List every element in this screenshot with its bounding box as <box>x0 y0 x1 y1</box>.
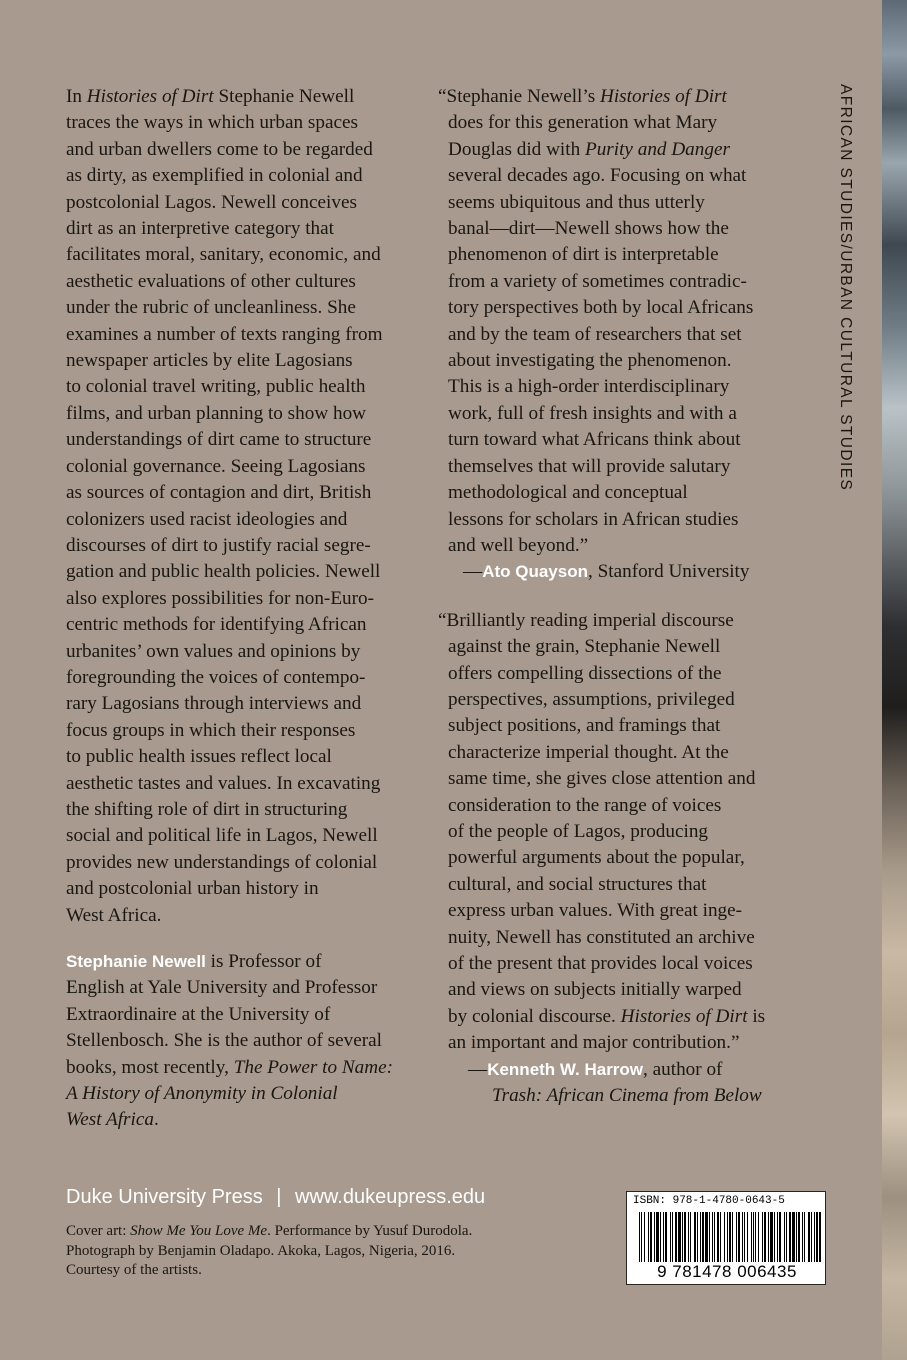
blurb-line: powerful arguments about the popular, <box>448 847 745 869</box>
spine-label: AFRICAN STUDIES/URBAN CULTURAL STUDIES <box>837 84 854 492</box>
barcode-bar <box>660 1212 661 1262</box>
blurb-line: turn toward what Africans think about <box>448 429 741 451</box>
barcode-bar <box>814 1212 815 1262</box>
barcode-bar <box>758 1212 759 1262</box>
blurb-line: an important and major contribution.” <box>448 1032 740 1054</box>
description-line: and postcolonial urban history in <box>66 878 319 900</box>
blurb-line: by colonial discourse. Histories of Dirt is <box>448 1005 766 1027</box>
blurb-line: from a variety of sometimes contradic- <box>448 270 747 292</box>
barcode-bar <box>700 1212 701 1262</box>
blurb-line: nuity, Newell has constituted an archive <box>448 926 755 948</box>
description-line: West Africa. <box>66 904 162 926</box>
barcode-bar <box>736 1212 737 1262</box>
author-bio <box>66 949 426 1134</box>
blurb-line: several decades ago. Focusing on what <box>448 165 747 187</box>
bio-line: Stellenbosch. She is the author of several <box>66 1030 382 1052</box>
blurb-line: tory perspectives both by local Africans <box>448 297 754 319</box>
blurb-quayson <box>438 84 813 559</box>
description-line: under the rubric of uncleanliness. She <box>66 297 356 319</box>
spine-photo-strip <box>882 0 907 1360</box>
blurb-line: seems ubiquitous and thus utterly <box>448 191 705 213</box>
book-description <box>66 84 426 929</box>
barcode-bar <box>729 1212 731 1262</box>
barcode-bar <box>798 1212 800 1262</box>
barcode-bar <box>688 1212 689 1262</box>
barcode-bar <box>784 1212 785 1262</box>
blurb-line: about investigating the phenomenon. <box>448 350 732 372</box>
description-line: to colonial travel writing, public health <box>66 376 366 398</box>
description-line: as sources of contagion and dirt, British <box>66 482 372 504</box>
description-line: rary Lagosians through interviews and <box>66 693 362 715</box>
barcode-bar <box>724 1212 725 1262</box>
blurb-attribution-harrow: —Kenneth W. Harrow, author of <box>468 1058 723 1080</box>
blurb-line: phenomenon of dirt is interpretable <box>448 244 719 266</box>
description-line: the shifting role of dirt in structuring <box>66 798 348 820</box>
blurb-line: cultural, and social structures that <box>448 873 707 895</box>
barcode-bar <box>774 1212 775 1262</box>
bio-line: English at Yale University and Professor <box>66 977 378 999</box>
barcode-bar <box>678 1212 681 1262</box>
description-line: In Histories of Dirt Stephanie Newell <box>66 86 355 107</box>
description-line: traces the ways in which urban spaces <box>66 112 358 134</box>
barcode-bar <box>697 1212 698 1262</box>
blurb-line: “Brilliantly reading imperial discourse <box>438 609 734 631</box>
blurb-line: This is a high-order interdisciplinary <box>448 376 730 398</box>
barcode-bar <box>804 1212 805 1262</box>
description-line: to public health issues reflect local <box>66 746 332 768</box>
description-line: and urban dwellers come to be regarded <box>66 138 373 160</box>
blurb-line: of the present that provides local voices <box>448 953 753 974</box>
description-line: urbanites’ own values and opinions by <box>66 640 361 662</box>
description-line: social and political life in Lagos, Newell <box>66 825 378 847</box>
blurb-line: and views on subjects initially warped <box>448 979 742 1001</box>
barcode-bars <box>639 1212 821 1262</box>
description-line: centric methods for identifying African <box>66 614 367 636</box>
blurb-line: work, full of fresh insights and with a <box>448 402 737 424</box>
publisher-name: Duke University Press <box>66 1186 263 1208</box>
description-line: also explores possibilities for non-Euro- <box>66 587 375 609</box>
description-line: colonial governance. Seeing Lagosians <box>66 455 366 477</box>
publisher-line <box>66 1186 485 1209</box>
barcode-bar <box>727 1212 728 1262</box>
blurb-line: against the grain, Stephanie Newell <box>448 636 721 658</box>
barcode-bar <box>639 1212 640 1262</box>
barcode-bar <box>732 1212 733 1262</box>
barcode-bar <box>808 1212 810 1262</box>
barcode-bar <box>663 1212 664 1262</box>
barcode-bar <box>777 1212 778 1262</box>
barcode-bar <box>714 1212 715 1262</box>
blurb-line: subject positions, and framings that <box>448 715 721 737</box>
blurb-attribution-quayson: —Ato Quayson, Stanford University <box>463 561 750 583</box>
blurb-line: does for this generation what Mary <box>448 112 718 134</box>
description-line: newspaper articles by elite Lagosians <box>66 350 353 372</box>
barcode-bar <box>648 1212 649 1262</box>
blurb-line: consideration to the range of voices <box>448 794 722 816</box>
barcode-bar <box>796 1212 797 1262</box>
description-line: films, and urban planning to show how <box>66 402 367 424</box>
publisher-separator: | <box>276 1186 282 1208</box>
isbn-text: ISBN: 978-1-4780-0643-5 <box>633 1195 785 1207</box>
left-column <box>66 84 426 1134</box>
barcode-bar <box>672 1212 673 1262</box>
barcode-bar <box>811 1212 812 1262</box>
blurb-line: offers compelling dissections of the <box>448 662 722 684</box>
description-line: understandings of dirt came to structure <box>66 429 372 451</box>
barcode-bar <box>819 1212 821 1262</box>
blurb-harrow <box>438 608 813 1057</box>
blurb-author-name: Kenneth W. Harrow <box>487 1059 644 1079</box>
bio-line: books, most recently, The Power to Name: <box>66 1056 394 1078</box>
barcode-bar <box>816 1212 818 1262</box>
barcode-bar <box>744 1212 745 1262</box>
barcode-bar <box>684 1212 686 1262</box>
description-line: as dirty, as exemplified in colonial and <box>66 165 363 187</box>
blurb-line: and by the team of researchers that set <box>448 323 742 345</box>
bio-line: Extraordinaire at the University of <box>66 1003 331 1025</box>
blurb-line: Douglas did with Purity and Danger <box>448 138 730 160</box>
blurb-line: methodological and conceptual <box>448 482 688 504</box>
blurb-line: perspectives, assumptions, privileged <box>448 688 735 710</box>
blurb-line: “Stephanie Newell’s Histories of Dirt <box>438 86 727 107</box>
blurb-line: express urban values. With great inge- <box>448 900 743 922</box>
barcode-bar <box>768 1212 769 1262</box>
blurb-line: of the people of Lagos, producing <box>448 820 709 842</box>
description-line: postcolonial Lagos. Newell conceives <box>66 191 357 213</box>
bio-line: A History of Anonymity in Colonial <box>66 1083 338 1105</box>
isbn-barcode <box>626 1191 826 1285</box>
description-line: aesthetic evaluations of other cultures <box>66 270 356 292</box>
blurb-line: lessons for scholars in African studies <box>448 508 739 530</box>
description-line: focus groups in which their responses <box>66 719 356 741</box>
barcode-bar <box>709 1212 710 1262</box>
barcode-digits: 9 781478 006435 <box>657 1262 797 1281</box>
barcode-bar <box>705 1212 708 1262</box>
description-line: facilitates moral, sanitary, economic, and <box>66 244 381 266</box>
barcode-bar <box>644 1212 645 1262</box>
barcode-bar <box>755 1212 756 1262</box>
barcode-bar <box>751 1212 752 1262</box>
barcode-bar <box>641 1212 642 1262</box>
barcode-bar <box>747 1212 748 1262</box>
blurb-line: and well beyond.” <box>448 534 589 556</box>
barcode-bar <box>720 1212 721 1262</box>
bio-line: West Africa. <box>66 1109 159 1131</box>
barcode-bar <box>792 1212 795 1262</box>
blurb-line: same time, she gives close attention and <box>448 768 756 790</box>
publisher-url: www.dukeupress.edu <box>295 1186 486 1208</box>
cover-credit: Cover art: Show Me You Love Me. Performance by Yusuf Durodola. Photograph by Benjamin Oladapo. Akoka, Lagos, Nigeria, 2016. Courtesy of the artists. <box>66 1223 473 1278</box>
barcode-bar <box>670 1212 671 1262</box>
description-line: provides new understandings of colonial <box>66 851 378 873</box>
bio-line: Stephanie Newell is Professor of <box>66 951 322 972</box>
blurb-line: banal—dirt—Newell shows how the <box>448 218 729 240</box>
blurb-author-name: Ato Quayson <box>482 562 588 582</box>
barcode-bar <box>665 1212 667 1262</box>
blurb-author-work: Trash: African Cinema from Below <box>492 1085 762 1107</box>
barcode-bar <box>764 1212 766 1262</box>
barcode-bar <box>770 1212 773 1262</box>
barcode-bar <box>779 1212 781 1262</box>
barcode-bar <box>717 1212 719 1262</box>
barcode-bar <box>712 1212 713 1262</box>
barcode-bar <box>753 1212 754 1262</box>
barcode-bar <box>742 1212 743 1262</box>
barcode-bar <box>675 1212 677 1262</box>
right-column <box>438 84 813 1109</box>
barcode-bar <box>654 1212 655 1262</box>
blurb-line: themselves that will provide salutary <box>448 455 731 477</box>
barcode-bar <box>650 1212 652 1262</box>
description-line: aesthetic tastes and values. In excavating <box>66 772 381 794</box>
description-line: dirt as an interpretive category that <box>66 218 334 240</box>
description-line: discourses of dirt to justify racial segre- <box>66 534 371 556</box>
barcode-bar <box>656 1212 659 1262</box>
barcode-bar <box>682 1212 683 1262</box>
barcode-bar <box>694 1212 696 1262</box>
description-line: colonizers used racist ideologies and <box>66 508 348 530</box>
barcode-bar <box>802 1212 803 1262</box>
barcode-bar <box>762 1212 763 1262</box>
description-line: examines a number of texts ranging from <box>66 323 383 345</box>
blurb-line: characterize imperial thought. At the <box>448 741 729 763</box>
description-line: foregrounding the voices of contempo- <box>66 666 366 688</box>
barcode-bar <box>789 1212 791 1262</box>
description-line: gation and public health policies. Newell <box>66 561 381 583</box>
barcode-bar <box>786 1212 787 1262</box>
barcode-bar <box>702 1212 704 1262</box>
barcode-bar <box>690 1212 691 1262</box>
barcode-bar <box>738 1212 740 1262</box>
author-name: Stephanie Newell <box>66 952 206 971</box>
